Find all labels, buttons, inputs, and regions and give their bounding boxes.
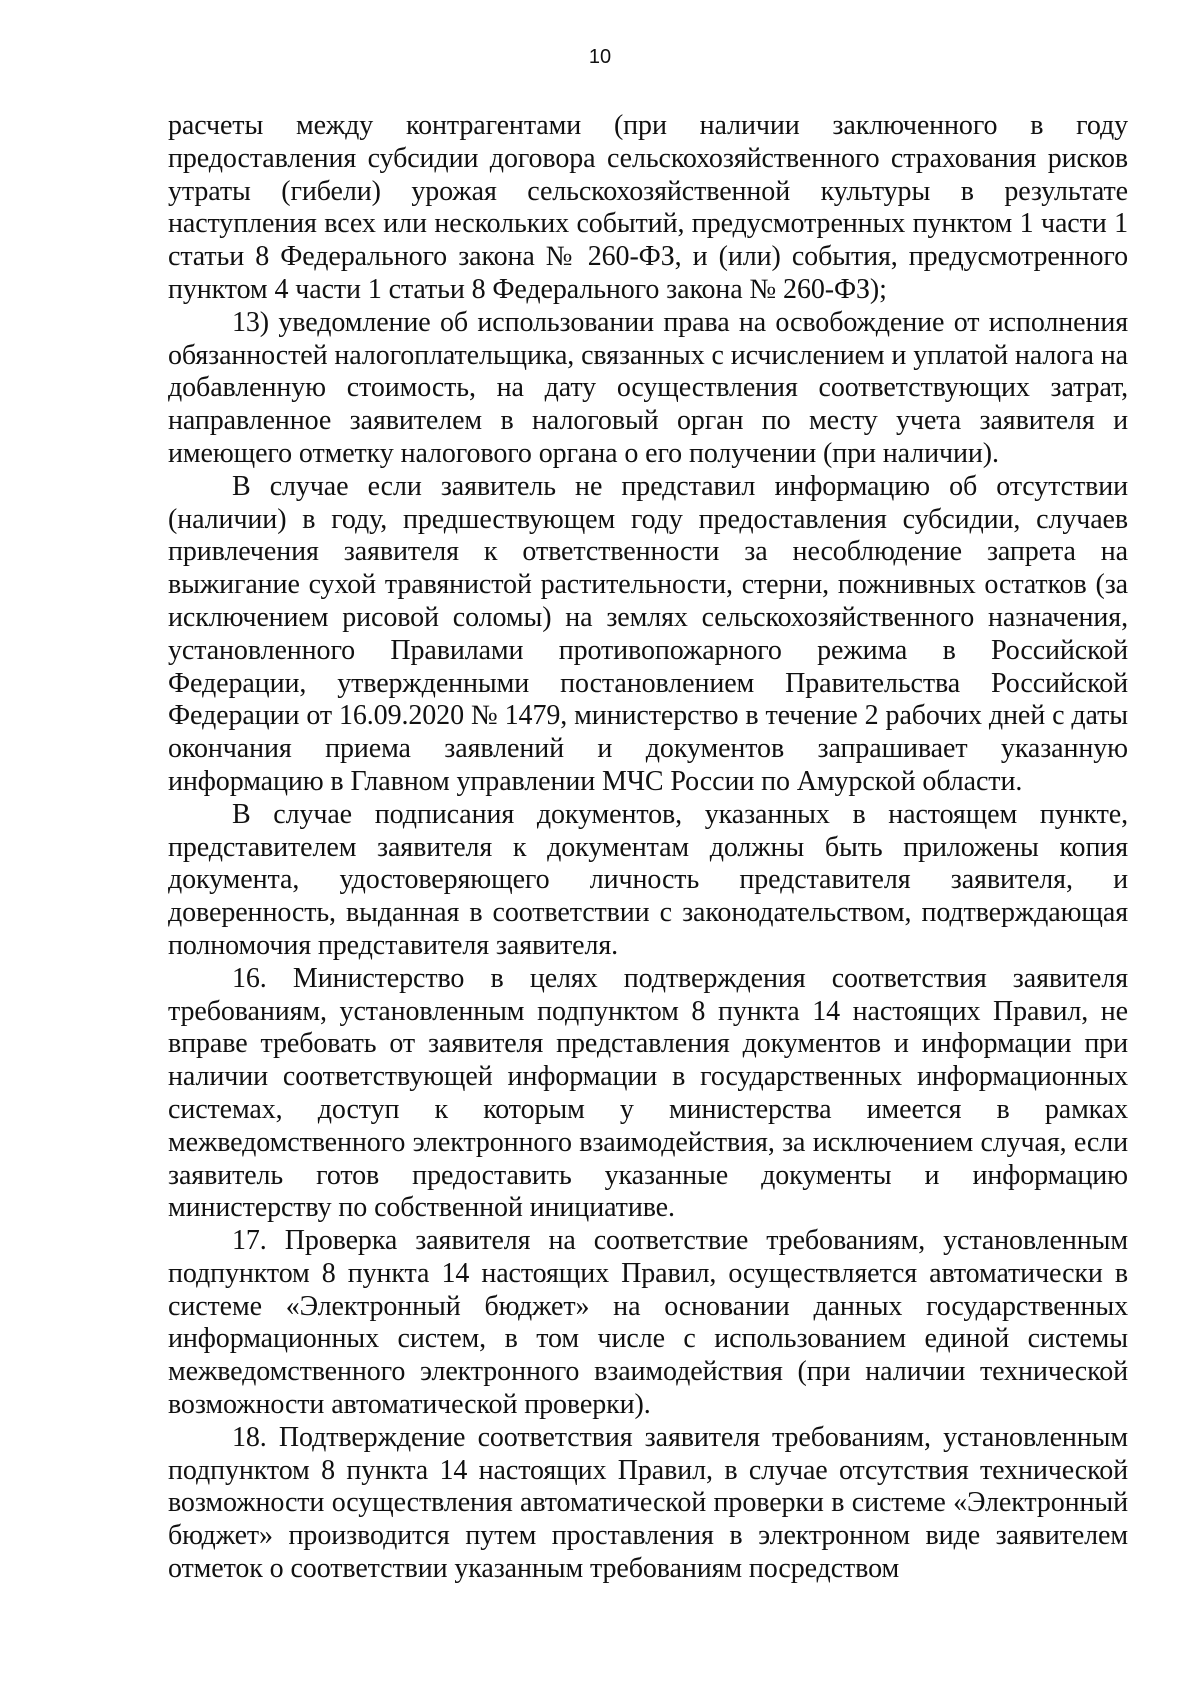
paragraph-mchs-request: В случае если заявитель не представил информацию об отсутствии (наличии) в году, предшествующем году предоставления субсидии, случаев привлечения заявителя к ответственности за несоблюдение запрета на выжигание сухой травянистой растительности, стерни, пожнивных остатков (за исключением рисовой соломы) на землях сельскохозяйственного назначения, установленного Правилами противопожарного режима в Российской Федерации, утвержденными постановлением Правительства Российской Федерации от 16.09.2020 № 1479, министерство в течение 2 рабочих дней с даты окончания приема заявлений и документов запрашивает указанную информацию в Главном управлении МЧС России по Амурской области. xyxy=(168,470,1128,797)
page-number: 10 xyxy=(588,46,612,68)
paragraph-item-17: 17. Проверка заявителя на соответствие требованиям, установленным подпунктом 8 пункта 14 настоящих Правил, осуществляется автоматически в системе «Электронный бюджет» на основании данных государственных информационных систем, в том числе с использованием единой системы межведомственного электронного взаимодействия (при наличии технической возможности автоматической проверки). xyxy=(168,1225,1128,1421)
document-body xyxy=(168,110,1128,1586)
paragraph-continuation: расчеты между контрагентами (при наличии заключенного в году предоставления субсидии договора сельскохозяйственного страхования рисков утраты (гибели) урожая сельскохозяйственной культуры в результате наступления всех или нескольких событий, предусмотренных пунктом 1 части 1 статьи 8 Федерального закона № 260-ФЗ, и (или) события, предусмотренного пунктом 4 части 1 статьи 8 Федерального закона № 260-ФЗ); xyxy=(168,110,1128,305)
paragraph-item-16: 16. Министерство в целях подтверждения соответствия заявителя требованиям, установленным подпунктом 8 пункта 14 настоящих Правил, не вправе требовать от заявителя представления документов и информации при наличии соответствующей информации в государственных информационных системах, доступ к которым у министерства имеется в рамках межведомственного электронного взаимодействия, за исключением случая, если заявитель готов предоставить указанные документы и информацию министерству по собственной инициативе. xyxy=(168,962,1128,1224)
paragraph-item-13: 13) уведомление об использовании права на освобождение от исполнения обязанностей налогоплательщика, связанных с исчислением и уплатой налога на добавленную стоимость, на дату осуществления соответствующих затрат, направленное заявителем в налоговый орган по месту учета заявителя и имеющего отметку налогового органа о его получении (при наличии). xyxy=(168,306,1128,469)
paragraph-item-18: 18. Подтверждение соответствия заявителя требованиям, установленным подпунктом 8 пункта 14 настоящих Правил, в случае отсутствия технической возможности осуществления автоматической проверки в системе «Электронный бюджет» производится путем проставления в электронном виде заявителем отметок о соответствии указанным требованиям посредством xyxy=(168,1421,1128,1585)
paragraph-representative: В случае подписания документов, указанных в настоящем пункте, представителем заявителя к документам должны быть приложены копия документа, удостоверяющего личность представителя заявителя, и доверенность, выданная в соответствии с законодательством, подтверждающая полномочия представителя заявителя. xyxy=(168,798,1128,961)
